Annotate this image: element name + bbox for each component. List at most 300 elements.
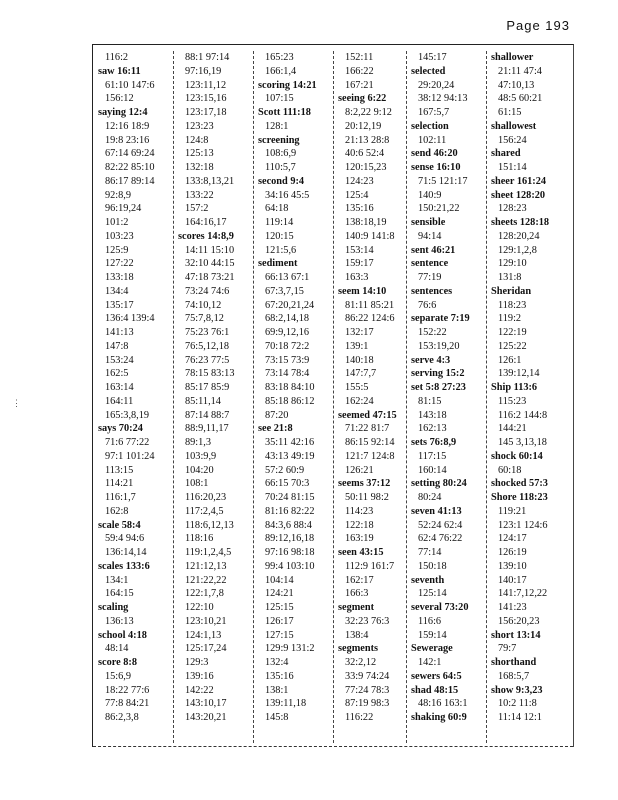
index-entry-word: scale 58:4 (98, 519, 141, 531)
index-entry-reference: 163:14 (105, 382, 134, 393)
index-entry-word: sentences (411, 285, 453, 297)
index-entry-word: short 13:14 (491, 629, 541, 641)
index-entry-reference: 138:4 (345, 629, 369, 641)
index-entry-reference: 73:24 74:6 (185, 285, 230, 297)
index-entry-reference: 68:2,14,18 (265, 313, 310, 325)
index-entry-word: scores 14:8,9 (178, 230, 234, 242)
index-entry-word: seventh (411, 574, 445, 586)
index-entry-reference: 88:9,11,17 (185, 423, 229, 435)
index-entry-reference: 152:11 (345, 52, 374, 63)
index-entry-word: sentence (411, 258, 449, 270)
index-entry-reference: 121:7 124:8 (345, 450, 395, 462)
index-entry-reference: 108:6,9 (265, 148, 297, 160)
index-entry-reference: 163:19 (345, 533, 374, 545)
index-entry-reference: 122:10 (185, 602, 214, 613)
index-entry-word: shocked 57:3 (491, 478, 548, 490)
index-entry-reference: 15:6,9 (105, 670, 132, 682)
index-entry-reference: 128:1 (265, 120, 289, 132)
index-entry-reference: 168:5,7 (498, 670, 530, 682)
index-entry-reference: 142:22 (185, 684, 214, 696)
index-entry-reference: 140:17 (498, 574, 527, 586)
index-entry-reference: 145:17 (418, 52, 447, 63)
index-entry-reference: 162:5 (105, 368, 129, 380)
index-entry-reference: 143:10,17 (185, 698, 227, 710)
index-entry-reference: 126:1 (498, 354, 522, 366)
index-entry-reference: 104:20 (185, 464, 214, 476)
index-entry-reference: 8:2,22 9:12 (345, 107, 392, 118)
index-entry-reference: 127:15 (265, 629, 294, 641)
index-entry-reference: 143:18 (418, 409, 447, 421)
index-entry-reference: 143:20,21 (185, 712, 227, 723)
index-entry-reference: 122:18 (345, 519, 374, 531)
index-entry-reference: 139:10 (498, 560, 527, 572)
index-entry-reference: 139:11,18 (265, 698, 307, 710)
index-entry-word: shad 48:15 (411, 684, 459, 696)
index-entry-reference: 85:11,14 (185, 395, 221, 407)
index-entry-reference: 77:14 (418, 547, 442, 558)
index-entry-reference: 83:18 84:10 (265, 382, 315, 393)
index-entry-reference: 126:17 (265, 615, 294, 627)
index-entry-reference: 78:15 83:13 (185, 368, 235, 380)
index-entry-reference: 131:8 (498, 272, 522, 283)
index-entry-reference: 162:13 (418, 423, 447, 435)
index-entry-word: separate 7:19 (411, 313, 470, 325)
index-entry-word: second 9:4 (258, 175, 305, 187)
index-entry-reference: 124:17 (498, 533, 527, 545)
index-entry-reference: 20:12,19 (345, 120, 382, 132)
index-entry-reference: 133:8,13,21 (185, 175, 235, 187)
index-entry-reference: 112:9 161:7 (345, 560, 395, 572)
index-entry-reference: 120:15,23 (345, 162, 387, 173)
index-entry-reference: 128:23 (498, 203, 527, 215)
index-entry-reference: 104:14 (265, 574, 294, 586)
index-entry-reference: 119:1,2,4,5 (185, 547, 232, 558)
index-entry-reference: 86:2,3,8 (105, 712, 139, 723)
index-entry-reference: 134:4 (105, 285, 129, 297)
index-entry-reference: 121:22,22 (185, 574, 227, 586)
index-entry-reference: 153:24 (105, 354, 134, 366)
index-entry-reference: 117:15 (418, 450, 447, 462)
index-entry-word: seem 14:10 (338, 285, 387, 297)
index-entry-reference: 159:17 (345, 258, 374, 270)
index-entry-word: segment (338, 602, 375, 613)
index-entry-word: shallower (491, 52, 534, 63)
index-entry-reference: 117:2,4,5 (185, 505, 224, 517)
index-entry-reference: 60:18 (498, 464, 522, 476)
index-entry-reference: 48:14 (105, 643, 129, 655)
index-entry-reference: 125:13 (185, 148, 214, 160)
index-entry-reference: 66:13 67:1 (265, 272, 310, 283)
index-entry-word: scaling (98, 602, 129, 613)
index-entry-reference: 164:15 (105, 588, 134, 600)
index-entry-word: selected (411, 65, 446, 77)
index-entry-word: set 5:8 27:23 (411, 382, 466, 393)
index-entry-reference: 99:4 103:10 (265, 560, 315, 572)
index-entry-reference: 89:12,16,18 (265, 533, 315, 545)
index-entry-reference: 140:18 (345, 354, 374, 366)
index-entry-reference: 21:13 28:8 (345, 134, 390, 146)
index-entry-reference: 97:1 101:24 (105, 450, 155, 462)
index-entry-reference: 152:22 (418, 327, 447, 338)
index-entry-reference: 70:18 72:2 (265, 340, 310, 352)
index-entry-reference: 138:1 (265, 684, 289, 696)
index-entry-reference: 48:5 60:21 (498, 93, 543, 105)
index-entry-reference: 75:7,8,12 (185, 313, 224, 325)
index-entry-reference: 147:8 (105, 340, 129, 352)
index-entry-reference: 86:17 89:14 (105, 175, 155, 187)
index-entry-reference: 147:7,7 (345, 368, 377, 380)
index-entry-reference: 48:16 163:1 (418, 698, 468, 710)
index-entry-reference: 61:15 (498, 107, 522, 118)
index-entry-reference: 118:23 (498, 299, 527, 311)
index-entry-reference: 64:18 (265, 203, 289, 215)
index-entry-reference: 128:20,24 (498, 230, 540, 242)
index-entry-reference: 166:22 (345, 65, 374, 77)
index-entry-reference: 79:7 (498, 643, 517, 655)
index-entry-word: sensible (411, 217, 446, 228)
index-entry-reference: 114:21 (105, 478, 134, 490)
index-entry-reference: 80:24 (418, 492, 442, 503)
index-entry-reference: 108:1 (185, 478, 209, 490)
index-entry-reference: 162:8 (105, 505, 129, 517)
index-entry-reference: 138:18,19 (345, 217, 387, 228)
index-entry-reference: 87:14 88:7 (185, 409, 230, 421)
index-entry-reference: 166:3 (345, 588, 369, 600)
index-entry-word: seems 37:12 (338, 478, 391, 490)
index-entry-reference: 71:22 81:7 (345, 423, 390, 435)
index-entry-reference: 153:19,20 (418, 340, 460, 352)
index-entry-reference: 76:5,12,18 (185, 340, 230, 352)
index-entry-reference: 164:16,17 (185, 217, 227, 228)
index-entry-reference: 123:10,21 (185, 615, 227, 627)
index-entry-reference: 150:18 (418, 560, 447, 572)
index-entry-reference: 162:24 (345, 395, 374, 407)
index-entry-reference: 127:22 (105, 258, 134, 270)
index-entry-reference: 136:14,14 (105, 547, 147, 558)
index-column-6 (486, 51, 573, 743)
index-entry-reference: 38:12 94:13 (418, 93, 468, 105)
index-entry-reference: 119:14 (265, 217, 294, 228)
index-entry-word: scoring 14:21 (258, 79, 317, 91)
index-entry-reference: 33:9 74:24 (345, 670, 390, 682)
index-entry-reference: 121:12,13 (185, 560, 227, 572)
index-entry-reference: 123:15,16 (185, 93, 227, 105)
index-entry-reference: 18:22 77:6 (105, 684, 150, 696)
index-entry-reference: 116:6 (418, 615, 442, 627)
word-index-table (92, 44, 574, 747)
index-entry-reference: 125:15 (265, 602, 294, 613)
index-entry-reference: 124:21 (265, 588, 294, 600)
index-entry-reference: 160:14 (418, 464, 447, 476)
index-entry-reference: 74:10,12 (185, 299, 222, 311)
index-entry-reference: 85:18 86:12 (265, 395, 315, 407)
index-entry-reference: 84:3,6 88:4 (265, 519, 312, 531)
index-entry-word: sent 46:21 (411, 244, 456, 256)
index-entry-word: show 9:3,23 (491, 684, 543, 696)
index-entry-word: Sheridan (491, 285, 532, 297)
index-entry-word: seven 41:13 (411, 505, 462, 517)
index-entry-reference: 123:17,18 (185, 107, 227, 118)
index-column-2 (173, 51, 254, 743)
index-entry-reference: 29:20,24 (418, 79, 455, 91)
index-entry-word: sewers 64:5 (411, 670, 462, 682)
index-entry-reference: 19:8 23:16 (105, 134, 150, 146)
index-entry-reference: 77:19 (418, 272, 442, 283)
index-entry-reference: 164:11 (105, 395, 134, 407)
index-entry-reference: 166:1,4 (265, 65, 297, 77)
index-entry-reference: 61:10 147:6 (105, 79, 155, 91)
index-entry-reference: 165:3,8,19 (105, 409, 150, 421)
index-entry-reference: 86:15 92:14 (345, 437, 395, 448)
index-entry-reference: 12:16 18:9 (105, 120, 150, 132)
index-entry-word: shorthand (491, 657, 537, 668)
index-entry-reference: 129:9 131:2 (265, 643, 315, 655)
index-entry-reference: 43:13 49:19 (265, 450, 315, 462)
index-entry-word: sheet 128:20 (491, 189, 546, 201)
index-entry-reference: 119:21 (498, 505, 527, 517)
index-column-3 (253, 51, 334, 743)
index-entry-reference: 124:23 (345, 175, 374, 187)
index-entry-reference: 116:20,23 (185, 492, 227, 503)
index-entry-reference: 139:16 (185, 670, 214, 682)
index-entry-reference: 102:11 (418, 134, 447, 146)
index-entry-reference: 122:1,7,8 (185, 588, 224, 600)
index-entry-word: see 21:8 (258, 423, 293, 435)
index-entry-reference: 103:23 (105, 230, 134, 242)
index-entry-reference: 77:8 84:21 (105, 698, 150, 710)
index-entry-reference: 135:16 (265, 670, 294, 682)
index-entry-reference: 81:16 82:22 (265, 505, 315, 517)
index-entry-reference: 71:6 77:22 (105, 437, 150, 448)
index-entry-reference: 136:4 139:4 (105, 313, 155, 325)
index-entry-reference: 122:19 (498, 327, 527, 338)
index-entry-reference: 167:21 (345, 79, 374, 91)
index-entry-reference: 134:1 (105, 574, 129, 586)
index-entry-word: Shore 118:23 (491, 492, 548, 503)
index-entry-word: seen 43:15 (338, 547, 384, 558)
index-entry-reference: 140:9 (418, 189, 442, 201)
index-column-4 (333, 51, 407, 743)
index-entry-reference: 67:3,7,15 (265, 285, 304, 297)
index-entry-reference: 87:20 (265, 409, 289, 421)
index-entry-reference: 129:1,2,8 (498, 244, 537, 256)
index-entry-word: saying 12:4 (98, 107, 148, 118)
index-entry-reference: 125:14 (418, 588, 447, 600)
index-entry-word: sheer 161:24 (491, 175, 547, 187)
index-entry-word: segments (338, 643, 379, 655)
margin-mark: ⋮ (12, 398, 21, 408)
index-entry-reference: 157:2 (185, 203, 209, 215)
index-entry-reference: 151:14 (498, 162, 527, 173)
index-entry-reference: 139:1 (345, 340, 369, 352)
index-entry-reference: 34:16 45:5 (265, 189, 310, 201)
index-entry-reference: 129:10 (498, 258, 527, 270)
index-entry-reference: 62:4 76:22 (418, 533, 463, 545)
index-entry-reference: 14:11 15:10 (185, 244, 235, 256)
index-entry-word: send 46:20 (411, 148, 458, 160)
index-entry-reference: 113:15 (105, 464, 134, 476)
index-entry-word: sets 76:8,9 (411, 437, 457, 448)
index-entry-reference: 118:6,12,13 (185, 519, 234, 531)
index-entry-reference: 124:8 (185, 134, 209, 146)
index-entry-reference: 101:2 (105, 217, 129, 228)
index-entry-reference: 66:15 70:3 (265, 478, 310, 490)
index-entry-word: shared (491, 148, 521, 160)
index-entry-reference: 119:2 (498, 313, 522, 325)
index-entry-reference: 94:14 (418, 230, 442, 242)
index-entry-word: saw 16:11 (98, 65, 141, 77)
index-entry-reference: 114:23 (345, 505, 374, 517)
index-entry-word: sheets 128:18 (491, 217, 550, 228)
index-entry-reference: 21:11 47:4 (498, 65, 542, 77)
index-entry-reference: 97:16,19 (185, 65, 222, 77)
index-entry-reference: 81:11 85:21 (345, 299, 395, 311)
index-entry-word: shock 60:14 (491, 450, 543, 462)
index-entry-reference: 156:20,23 (498, 615, 540, 627)
index-column-5 (406, 51, 487, 743)
index-entry-reference: 132:18 (185, 162, 214, 173)
index-entry-reference: 75:23 76:1 (185, 327, 230, 338)
index-entry-word: serving 15:2 (411, 368, 465, 380)
index-entry-reference: 162:17 (345, 574, 374, 586)
index-entry-reference: 123:1 124:6 (498, 519, 548, 531)
index-entry-word: setting 80:24 (411, 478, 467, 490)
index-entry-reference: 132:17 (345, 327, 374, 338)
index-entry-word: sense 16:10 (411, 162, 461, 173)
index-entry-reference: 76:23 77:5 (185, 354, 230, 366)
index-entry-reference: 116:1,7 (105, 492, 136, 503)
index-entry-reference: 82:22 85:10 (105, 162, 155, 173)
index-entry-reference: 73:15 73:9 (265, 354, 310, 366)
index-entry-reference: 67:14 69:24 (105, 148, 155, 160)
index-entry-reference: 145 3,13,18 (498, 437, 547, 448)
index-entry-reference: 73:14 78:4 (265, 368, 310, 380)
index-entry-reference: 163:3 (345, 272, 369, 283)
index-entry-word: shaking 60:9 (411, 712, 467, 723)
index-entry-word: school 4:18 (98, 629, 147, 641)
index-entry-reference: 125:22 (498, 340, 527, 352)
index-entry-reference: 141:23 (498, 602, 527, 613)
index-entry-reference: 88:1 97:14 (185, 52, 230, 63)
index-entry-reference: 87:19 98:3 (345, 698, 390, 710)
index-entry-reference: 141:13 (105, 327, 134, 338)
index-entry-reference: 165:23 (265, 52, 294, 63)
index-entry-reference: 107:15 (265, 93, 294, 105)
index-entry-reference: 124:1,13 (185, 629, 222, 641)
index-entry-word: Sewerage (411, 643, 453, 655)
index-entry-reference: 123:11,12 (185, 79, 227, 91)
index-entry-reference: 110:5,7 (265, 162, 296, 173)
index-entry-reference: 150:21,22 (418, 203, 460, 215)
index-entry-reference: 155:5 (345, 382, 369, 393)
index-entry-reference: 85:17 85:9 (185, 382, 230, 393)
index-entry-reference: 135:17 (105, 299, 134, 311)
index-entry-word: screening (258, 134, 300, 146)
index-entry-reference: 141:7,12,22 (498, 588, 548, 600)
index-entry-reference: 96:19,24 (105, 203, 142, 215)
index-entry-reference: 118:16 (185, 533, 214, 545)
index-entry-reference: 40:6 52:4 (345, 148, 385, 160)
index-entry-reference: 116:2 (105, 52, 129, 63)
index-entry-word: scales 133:6 (98, 560, 150, 572)
index-entry-reference: 125:17,24 (185, 643, 227, 655)
index-entry-reference: 156:24 (498, 134, 527, 146)
index-entry-word: serve 4:3 (411, 354, 451, 366)
index-entry-word: several 73:20 (411, 602, 469, 613)
index-entry-reference: 11:14 12:1 (498, 712, 542, 723)
index-entry-reference: 167:5,7 (418, 107, 450, 118)
index-entry-word: Ship 113:6 (491, 382, 538, 393)
index-entry-word: shallowest (491, 120, 537, 132)
page-number: Page 193 (506, 18, 570, 33)
index-column-1 (93, 51, 174, 743)
index-entry-reference: 86:22 124:6 (345, 313, 395, 325)
index-entry-reference: 123:23 (185, 120, 214, 132)
index-entry-reference: 156:12 (105, 93, 134, 105)
index-entry-reference: 69:9,12,16 (265, 327, 310, 338)
index-entry-reference: 89:1,3 (185, 437, 212, 448)
index-entry-reference: 120:15 (265, 230, 294, 242)
index-entry-reference: 35:11 42:16 (265, 437, 315, 448)
index-entry-reference: 116:22 (345, 712, 374, 723)
index-entry-reference: 97:16 98:18 (265, 547, 315, 558)
index-entry-word: seemed 47:15 (338, 409, 397, 421)
index-entry-reference: 115:23 (498, 395, 527, 407)
index-entry-reference: 116:2 144:8 (498, 409, 548, 421)
index-entry-word: says 70:24 (98, 423, 143, 435)
index-entry-reference: 67:20,21,24 (265, 299, 315, 311)
index-entry-reference: 71:5 121:17 (418, 175, 468, 187)
index-entry-word: seeing 6:22 (338, 93, 387, 105)
index-entry-reference: 47:10,13 (498, 79, 535, 91)
index-entry-reference: 126:21 (345, 464, 374, 476)
index-entry-reference: 103:9,9 (185, 450, 217, 462)
index-entry-reference: 125:4 (345, 189, 369, 201)
index-entry-word: score 8:8 (98, 657, 137, 668)
index-entry-reference: 159:14 (418, 629, 447, 641)
index-entry-reference: 81:15 (418, 395, 442, 407)
index-entry-reference: 136:13 (105, 615, 134, 627)
index-entry-reference: 153:14 (345, 244, 374, 256)
index-entry-reference: 76:6 (418, 299, 437, 311)
index-entry-reference: 32:10 44:15 (185, 258, 235, 270)
index-entry-reference: 52:24 62:4 (418, 519, 463, 531)
index-entry-word: sediment (258, 258, 298, 270)
index-entry-reference: 142:1 (418, 657, 442, 668)
index-entry-word: Scott 111:18 (258, 107, 311, 118)
index-entry-reference: 145:8 (265, 712, 289, 723)
index-entry-reference: 129:3 (185, 657, 209, 668)
index-entry-reference: 92:8,9 (105, 189, 132, 201)
index-entry-reference: 47:18 73:21 (185, 272, 235, 283)
index-entry-reference: 140:9 141:8 (345, 230, 395, 242)
index-entry-reference: 32:2,12 (345, 657, 377, 668)
index-entry-reference: 70:24 81:15 (265, 492, 315, 503)
index-entry-reference: 144:21 (498, 423, 527, 435)
index-entry-reference: 50:11 98:2 (345, 492, 389, 503)
index-entry-reference: 126:19 (498, 547, 527, 558)
index-entry-reference: 135:16 (345, 203, 374, 215)
index-entry-reference: 132:4 (265, 657, 289, 668)
index-entry-reference: 59:4 94:6 (105, 533, 145, 545)
index-entry-reference: 10:2 11:8 (498, 698, 537, 710)
index-entry-reference: 139:12,14 (498, 368, 540, 380)
index-entry-reference: 121:5,6 (265, 244, 297, 256)
index-entry-reference: 77:24 78:3 (345, 684, 390, 696)
index-entry-reference: 32:23 76:3 (345, 615, 390, 627)
index-entry-word: selection (411, 120, 449, 132)
index-entry-reference: 133:22 (185, 189, 214, 201)
